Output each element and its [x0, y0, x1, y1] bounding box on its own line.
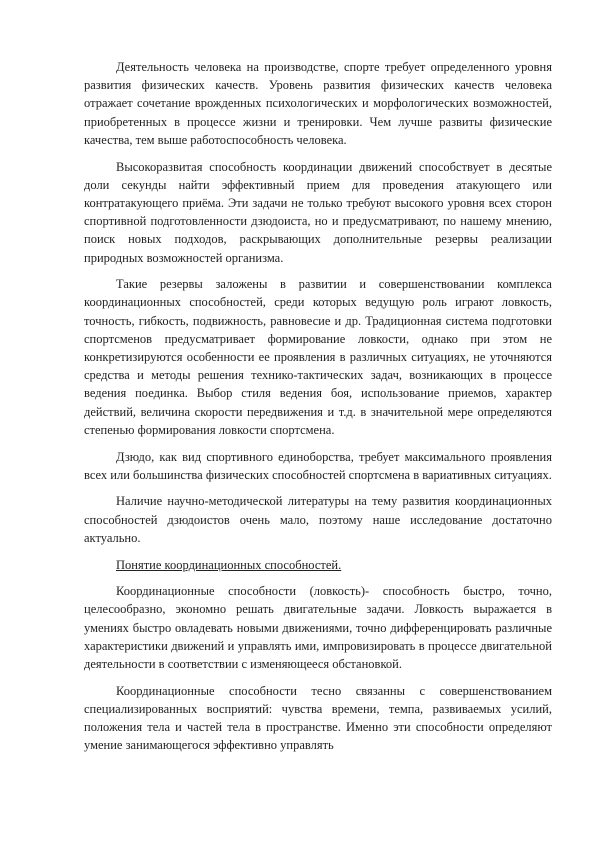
paragraph-3: Такие резервы заложены в развитии и совершенствовании комплекса координационных способностей, среди которых ведущую роль играют ловкость, точность, гибкость, подвижность, равновесие и др. Традиционная система подготовки спортсменов предусматривает формирование ловкости, однако при этом не конкретизируются особенности ее проявления в различных ситуациях, не уточняются средства и методы решения технико-тактических задач, возникающих в процессе ведения поединка. Выбор стиля ведения боя, использование приемов, характер действий, величина скорости передвижения и т.д. в значительной мере определяются степенью формирования ловкости спортсмена.: [84, 277, 552, 437]
paragraph-2: Высокоразвитая способность координации движений способствует в десятые доли секунды найти эффективный прием для проведения атакующего или контратакующего приёма. Эти задачи не только требуют высокого уровня всех сторон спортивной подготовленности дзюдоиста, но и предусматривают, по нашему мнению, поиск новых подходов, раскрывающих дополнительные резервы реализации природных возможностей организма.: [84, 159, 552, 265]
paragraph-7: Координационные способности тесно связанны с совершенствованием специализированных восприятий: чувства времени, темпа, развиваемых усилий, положения тела и частей тела в пространстве. Именно эти способности определяют умение занимающегося эффективно управлять: [84, 683, 552, 753]
paragraph-1: Деятельность человека на производстве, спорте требует определенного уровня развития физических качеств. Уровень развития физических качеств человека отражает сочетание врожденных психологических и морфологических возможностей, приобретенных в процессе жизни и тренировки. Чем лучше развиты физические качества, тем выше работоспособность человека.: [84, 60, 552, 147]
document-body: [84, 58, 552, 763]
section-heading: Понятие координационных способностей.: [116, 557, 342, 572]
paragraph-5: Наличие научно-методической литературы на тему развития координационных способностей дзюдоистов очень мало, поэтому наше исследование достаточно актуально.: [84, 494, 552, 545]
paragraph-4: Дзюдо, как вид спортивного единоборства, требует максимального проявления всех или большинства физических способностей спортсмена в вариативных ситуациях.: [84, 449, 552, 482]
paragraph-6: Координационные способности (ловкость)- способность быстро, точно, целесообразно, экономно решать двигательные задачи. Ловкость выражается в умениях быстро овладевать новыми движениями, точно дифференцировать различные характеристики движений и управлять ими, импровизировать в процессе двигательной деятельности в соответствии с изменяющееся обстановкой.: [84, 584, 552, 672]
